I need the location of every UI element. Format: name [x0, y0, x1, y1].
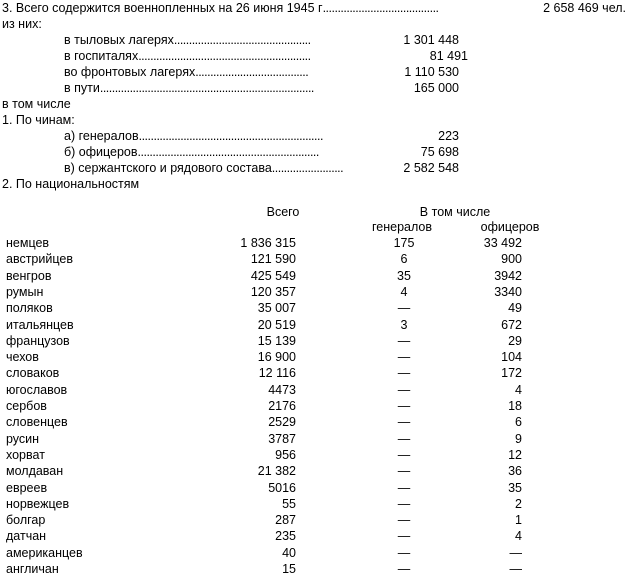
nationality-generals: 175 [393, 236, 415, 250]
nationality-name: русин [6, 431, 40, 446]
location-label: в госпиталях [64, 49, 139, 63]
rank-line [64, 129, 323, 144]
nationality-name: евреев [6, 480, 48, 495]
by-nationality-heading: 2. По национальностям [2, 177, 140, 191]
nationality-total: 55 [282, 496, 296, 511]
nationality-total: 20 519 [257, 317, 296, 332]
rank-value: 223 [438, 129, 459, 143]
rank-dots: ............................................................. [137, 145, 319, 159]
nationality-generals: 35 [397, 268, 411, 283]
nationality-generals: — [397, 464, 411, 479]
location-label: в пути [64, 81, 100, 95]
including-label: в том числе [2, 97, 71, 111]
summary-dots: ....................................... [322, 1, 439, 15]
nationality-name: американцев [6, 545, 83, 560]
nationality-officers: 35 [508, 480, 522, 495]
nationality-name: хорват [6, 447, 45, 462]
nationality-officers: 4 [515, 529, 522, 544]
nationality-generals: — [397, 333, 411, 348]
nationality-name: сербов [6, 399, 47, 413]
nationality-total: 16 900 [257, 350, 296, 365]
col-header-officers: офицеров [480, 220, 540, 234]
nationality-name: югославов [6, 382, 68, 397]
nationality-name: болгар [6, 513, 46, 528]
nationality-generals: — [397, 480, 411, 495]
nationality-total: 120 357 [250, 284, 296, 299]
nationality-total: 425 549 [250, 268, 296, 283]
nationality-name: итальянцев [6, 317, 74, 332]
nationality-total: 40 [282, 545, 296, 560]
of-them-label: из них: [2, 17, 42, 31]
nationality-name: румын [6, 284, 44, 299]
location-dots: .............................................. [173, 33, 311, 47]
nationality-generals: 6 [400, 252, 408, 267]
summary-label: 3. Всего содержится военнопленных на 26 июня 1945 г [2, 1, 323, 15]
location-value: 1 301 448 [403, 33, 459, 47]
nationality-generals: — [397, 447, 411, 462]
nationality-officers: 12 [508, 447, 522, 462]
rank-dots: ........................ [271, 161, 344, 175]
nationality-name: словенцев [6, 415, 68, 430]
nationality-generals: — [397, 431, 411, 446]
nationality-name: поляков [6, 301, 53, 316]
nationality-generals: 3 [400, 317, 408, 332]
nationality-total: 287 [275, 513, 296, 528]
nationality-total: 15 139 [257, 333, 296, 348]
nationality-generals: — [397, 366, 411, 381]
nationality-officers: 6 [515, 415, 522, 430]
location-dots: .......................................................... [138, 49, 311, 63]
nationality-name: молдаван [6, 464, 64, 479]
nationality-total: 2176 [268, 399, 296, 413]
nationality-name: венгров [6, 268, 52, 283]
location-line [64, 33, 311, 48]
nationality-name: англичан [6, 562, 59, 576]
location-value: 1 110 530 [404, 65, 459, 79]
nationality-officers: 3942 [494, 268, 522, 283]
rank-label: а) генералов [64, 129, 139, 143]
nationality-total: 3787 [268, 431, 296, 446]
rank-line [64, 145, 319, 160]
col-header-total: Всего [266, 205, 300, 219]
location-label: в тыловых лагерях [64, 33, 174, 47]
nationality-name: австрийцев [6, 252, 73, 267]
location-dots: ........................................................................ [99, 81, 314, 95]
rank-line [64, 161, 343, 176]
nationality-name: немцев [6, 236, 50, 250]
nationality-officers: 172 [501, 366, 522, 381]
location-line [64, 65, 308, 80]
nationality-officers: 29 [508, 333, 522, 348]
nationality-officers: — [509, 545, 522, 560]
nationality-officers: 2 [515, 496, 522, 511]
nationality-name: словаков [6, 366, 60, 381]
summary-total: 2 658 469 чел. [543, 1, 626, 15]
nationality-generals: 4 [400, 284, 408, 299]
location-label: во фронтовых лагерях [64, 65, 196, 79]
nationality-total: 5016 [268, 480, 296, 495]
col-header-generals: генералов [371, 220, 433, 234]
rank-label: б) офицеров [64, 145, 138, 159]
location-value: 165 000 [413, 81, 459, 95]
nationality-officers: 900 [501, 252, 522, 267]
by-rank-heading: 1. По чинам: [2, 113, 75, 127]
nationality-name: датчан [6, 529, 47, 544]
nationality-officers: 104 [501, 350, 522, 365]
col-header-including: В том числе [419, 205, 491, 219]
nationality-generals: — [397, 513, 411, 528]
rank-value: 2 582 548 [403, 161, 459, 175]
nationality-officers: 1 [515, 513, 522, 528]
nationality-officers: 4 [515, 382, 522, 397]
nationality-name: французов [6, 333, 70, 348]
nationality-total: 2529 [268, 415, 296, 430]
nationality-total: 12 116 [258, 366, 296, 381]
nationality-total: 956 [275, 447, 296, 462]
nationality-total: 235 [275, 529, 296, 544]
location-line [64, 81, 314, 96]
nationality-total: 15 [282, 562, 296, 576]
nationality-generals: — [397, 529, 411, 544]
nationality-officers: — [509, 562, 522, 576]
nationality-total: 1 836 315 [240, 236, 296, 250]
location-value: 81 491 [429, 49, 468, 63]
nationality-total: 35 007 [257, 301, 296, 316]
nationality-generals: — [397, 350, 411, 365]
nationality-name: чехов [6, 350, 39, 365]
nationality-generals: — [397, 301, 411, 316]
nationality-generals: — [397, 545, 411, 560]
nationality-generals: — [397, 496, 411, 511]
rank-value: 75 698 [420, 145, 459, 159]
nationality-generals: — [397, 382, 411, 397]
nationality-total: 21 382 [257, 464, 296, 479]
nationality-total: 4473 [268, 382, 296, 397]
nationality-total: 121 590 [250, 252, 296, 267]
nationality-generals: — [397, 399, 411, 413]
nationality-generals: — [397, 562, 411, 576]
nationality-officers: 18 [508, 399, 522, 413]
nationality-officers: 3340 [494, 284, 522, 299]
nationality-officers: 36 [508, 464, 522, 479]
rank-label: в) сержантского и рядового состава [64, 161, 272, 175]
nationality-name: норвежцев [6, 496, 70, 511]
nationality-officers: 672 [501, 317, 522, 332]
nationality-generals: — [397, 415, 411, 430]
nationality-officers: 49 [508, 301, 522, 316]
summary-line [2, 1, 439, 16]
nationality-officers: 9 [515, 431, 522, 446]
location-line [64, 49, 311, 64]
location-dots: ...................................... [195, 65, 309, 79]
rank-dots: .............................................................. [138, 129, 323, 143]
nationality-officers: 33 492 [483, 236, 522, 250]
